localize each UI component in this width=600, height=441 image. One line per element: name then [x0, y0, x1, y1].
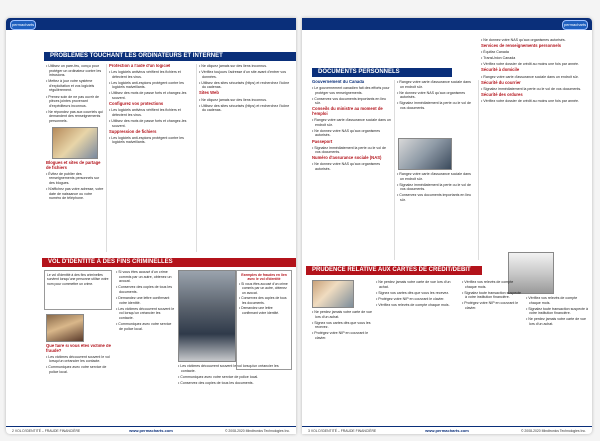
police-photo — [178, 270, 236, 362]
column-1: • Utilisez un pare-feu, conçu pour protéger un ordinateur contre les intrusions. • Mettez à jour votre système d'exploitation et vos logiciels régulièrement. • Prenez soin de ne pas ouvrir de pièces jointes provenant d'expéditeurs inconnus. • Ne répondez pas aux courriels qui demandent des renseignements personnels. Blogues et sites de partage de fichiers • Évitez de publier des renseignements personnels sur des blogues. • N'affichez pas votre adresse, votre date de naissance ou votre numéro de téléphone. — [46, 64, 104, 254]
column-6: • Les victimes découvrent souvent le vol lorsqu'un créancier les contacte. • Communiquez avec votre service de police local. • Conservez des copies de tous les documents. — [178, 364, 292, 422]
brand-logo: permacharts — [562, 20, 588, 30]
section-title-documents: DOCUMENTS PERSONNELS — [312, 68, 452, 77]
handcuffs-photo — [46, 314, 84, 342]
page-number: 3 VOL D'IDENTITÉ – FRAUDE FINANCIÈRE — [308, 429, 377, 433]
intro-callout: Le vol d'identité à des fins criminelles survient lorsqu'une personne utilise votre nom pour commettre un crime. — [44, 270, 112, 310]
page-number: 2 VOL D'IDENTITÉ – FRAUDE FINANCIÈRE — [12, 429, 81, 433]
column-7: • Vérifiez vos relevés de compte chaque mois. • Signalez toute transaction suspecte à votre institution financière. • Ne perdez jamais votre carte de vue lors d'un achat. — [526, 296, 588, 422]
footer-url[interactable]: www.permacharts.com — [425, 428, 469, 433]
copyright: © 2008-2020 Mindtronics Technologies Inc. — [520, 429, 586, 433]
column-2: Protection à l'aide d'un logiciel • Les logiciels antivirus vérifient les fichiers et détectent les virus. • Les logiciels anti-espions protègent contre les logiciels malveillants. • Utilisez des mots de passe forts et changez-les souvent. Configurez vos protections • Les logiciels antivirus vérifient les fichiers et détectent les virus. • Utilisez des mots de passe forts et changez-les souvent. Suppression de fichiers • Les logiciels anti-espions protègent contre les logiciels malveillants. — [109, 64, 193, 254]
section-title-criminal: VOL D'IDENTITÉ À DES FINS CRIMINELLES — [42, 258, 296, 267]
card-photo — [312, 280, 354, 308]
computer-photo — [398, 138, 452, 170]
column-5: • Si vous êtes accusé d'un crime commis par un autre, obtenez un avocat. • Conservez des copies de tous les documents. • Demandez une lettre confirmant votre identité. • Les victimes découvrent souvent le vol lorsqu'un créancier les contacte. • Communiquez avec votre service de police local. — [116, 270, 176, 420]
column-2b: • Rangez votre carte d'assurance sociale dans un endroit sûr. • Signalez immédiatement la perte ou le vol de vos documents. • Conservez vos documents importants en lieu sûr. — [397, 172, 475, 260]
right-footer — [302, 426, 592, 434]
top-bar — [6, 18, 296, 30]
copyright: © 2008-2020 Mindtronics Technologies Inc. — [224, 429, 290, 433]
right-page — [302, 18, 592, 434]
left-footer — [6, 426, 296, 434]
left-page — [6, 18, 296, 434]
top-bar — [302, 18, 592, 30]
column-3: • Ne cliquez jamais sur des liens inconnus. • Vérifiez toujours l'adresse d'un site avant d'entrer vos données. • Utilisez des sites sécurisés (https) et recherchez l'icône du cadenas. Sites Web • Ne cliquez jamais sur des liens inconnus. • Utilisez des sites sécurisés (https) et recherchez l'icône du cadenas. — [199, 64, 291, 254]
column-3: • Ne donnez votre NAS qu'aux organismes autorisés. Services de renseignements personnels • Équifax Canada • TransUnion Canada • Vérifiez votre dossier de crédit au moins une fois par année. Sécurité à domicile • Rangez votre carte d'assurance sociale dans un endroit sûr. Sécurité du courrier • Signalez immédiatement la perte ou le vol de vos documents. Sécurité des ordures • Vérifiez votre dossier de crédit au moins une fois par année. — [481, 38, 585, 258]
section-title-computers: PROBLÈMES TOUCHANT LES ORDINATEURS ET INTERNET — [44, 52, 296, 61]
column-4: Que faire si vous êtes victime de fraude? • Les victimes découvrent souvent le vol lorsqu'un créancier les contacte. • Communiquez avec votre service de police local. — [46, 344, 112, 422]
footer-url[interactable]: www.permacharts.com — [129, 428, 173, 433]
column-2: • Rangez votre carte d'assurance sociale dans un endroit sûr. • Ne donnez votre NAS qu'aux organismes autorisés. • Signalez immédiatement la perte ou le vol de vos documents. — [397, 80, 475, 136]
laptop-photo — [52, 127, 98, 159]
column-6: • Vérifiez vos relevés de compte chaque mois. • Signalez toute transaction suspecte à votre institution financière. • Protégez votre NIP en couvrant le clavier. — [462, 280, 522, 422]
brand-logo: permacharts — [10, 20, 36, 30]
column-1: Gouvernement du Canada • Le gouvernement canadien fait des efforts pour protéger vos renseignements. • Conservez vos documents importants en lieu sûr. Conseils du ministre au moment de l'emploi • Rangez votre carte d'assurance sociale dans un endroit sûr. • Ne donnez votre NAS qu'aux organismes autorisés. Passeport • Signalez immédiatement la perte ou le vol de vos documents. Numéro d'assurance sociale (NAS) • Ne donnez votre NAS qu'aux organismes autorisés. — [312, 80, 392, 260]
examples-callout: Exemples de fraudes en lien avec le vol d'identité • Si vous êtes accusé d'un crime commis par un autre, obtenez un avocat. • Conservez des copies de tous les documents. • Demandez une lettre confirmant votre identité. — [236, 270, 292, 370]
column-4: • Ne perdez jamais votre carte de vue lors d'un achat. • Signez vos cartes dès que vous les recevez. • Protégez votre NIP en couvrant le clavier. — [312, 310, 372, 422]
column-5: • Ne perdez jamais votre carte de vue lors d'un achat. • Signez vos cartes dès que vous les recevez. • Protégez votre NIP en couvrant le clavier. • Vérifiez vos relevés de compte chaque mois. — [376, 280, 458, 422]
section-title-cards: PRUDENCE RELATIVE AUX CARTES DE CRÉDIT/DÉBIT — [306, 266, 482, 275]
